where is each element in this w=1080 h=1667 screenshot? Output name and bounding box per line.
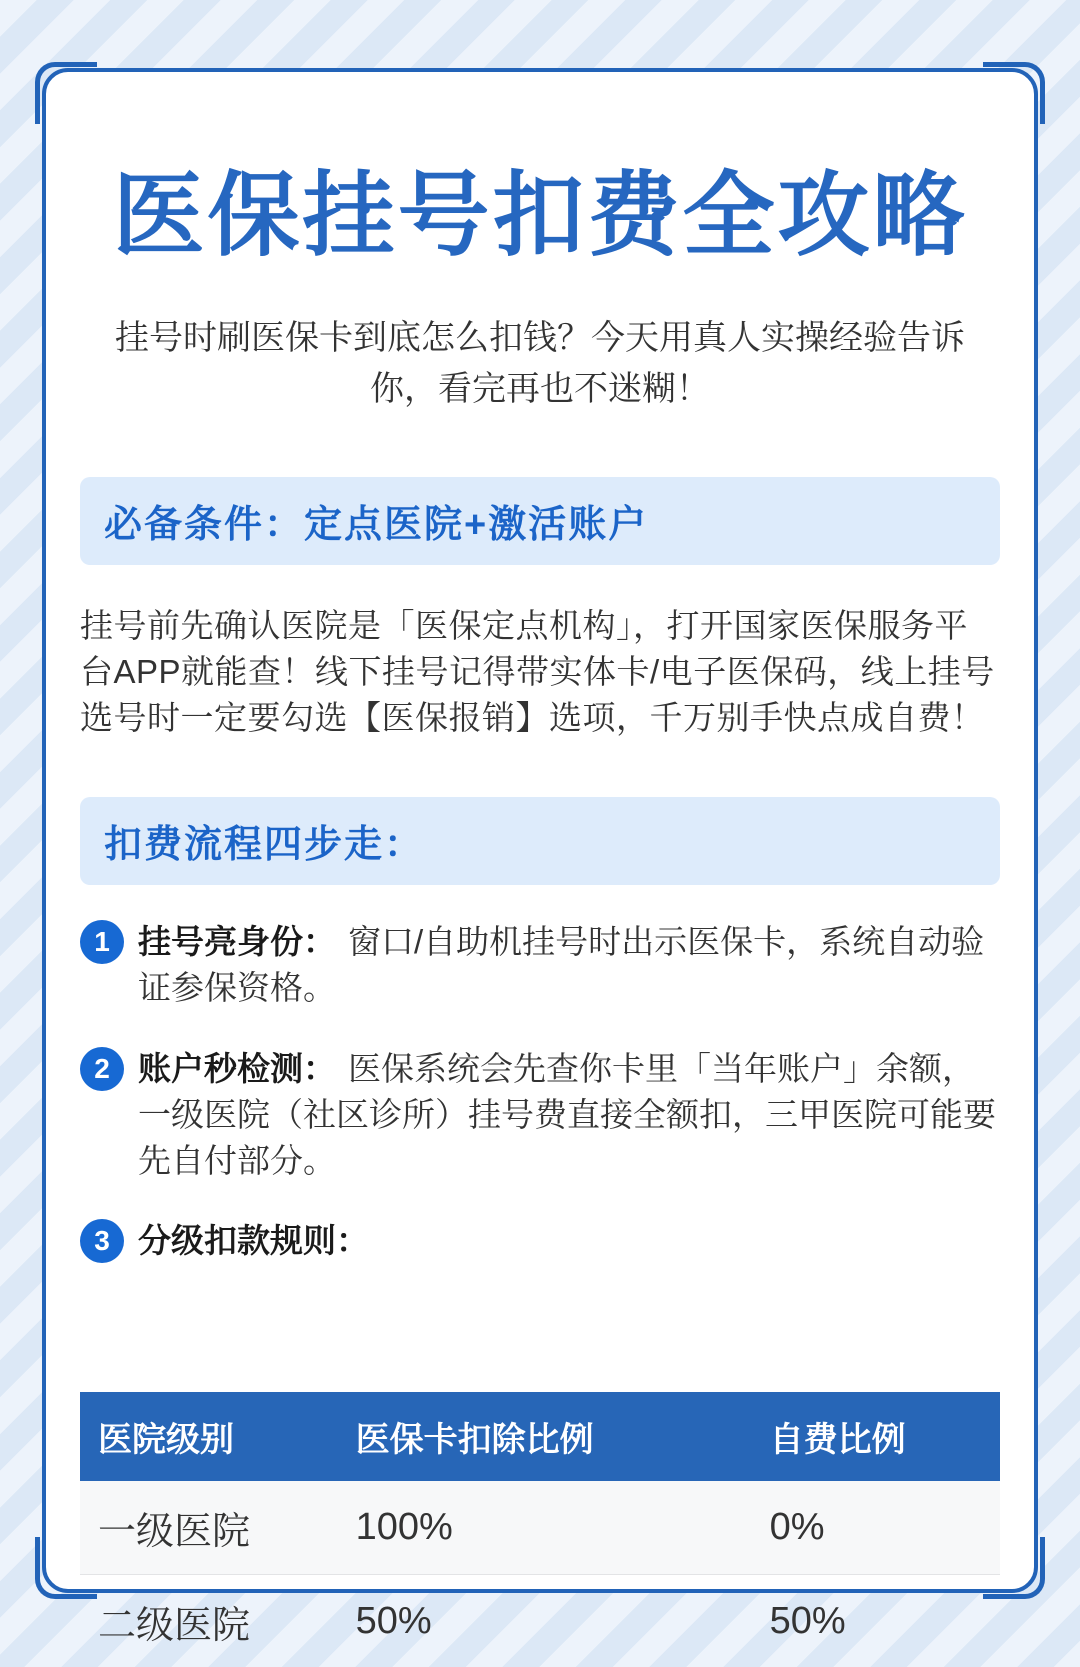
step-3-text: [138, 1218, 381, 1264]
table-header-row: [80, 1392, 1000, 1481]
table-row: [80, 1575, 1000, 1667]
table-cell-card-ratio: 50%: [338, 1575, 752, 1667]
corner-bracket-bottom-right-icon: [983, 1537, 1045, 1599]
process-steps: [80, 919, 1000, 1264]
table-row: [80, 1481, 1000, 1575]
step-2-description: 医保系统会先查你卡里「当年账户」余额，一级医院（社区诊所）挂号费直接全额扣，三甲医院可能要先自付部分。: [138, 1049, 996, 1179]
table-cell-self-ratio: 50%: [752, 1575, 1000, 1667]
deduction-rate-table: [80, 1392, 1000, 1667]
corner-bracket-top-right-icon: [983, 62, 1045, 124]
step-3-number-badge: 3: [80, 1219, 124, 1263]
table-header-self-pay-ratio: 自费比例: [752, 1392, 1000, 1481]
corner-bracket-top-left-icon: [35, 62, 97, 124]
content-card: [42, 68, 1038, 1648]
table-header-hospital-level: 医院级别: [80, 1392, 338, 1481]
section-heading-process: 扣费流程四步走：: [80, 797, 1000, 885]
step-2: [80, 1046, 1000, 1185]
step-2-text: [138, 1046, 1000, 1185]
step-1-text: [138, 919, 1000, 1011]
table-cell-level: 一级医院: [80, 1481, 338, 1575]
table-cell-self-ratio: 0%: [752, 1481, 1000, 1575]
section-heading-requirements: 必备条件：定点医院+激活账户: [80, 477, 1000, 565]
table-cell-level: 二级医院: [80, 1575, 338, 1667]
page-title: 医保挂号扣费全攻略: [112, 165, 968, 267]
step-1-label: 挂号亮身份：: [138, 923, 336, 961]
step-1-number-badge: 1: [80, 920, 124, 964]
table-header-card-deduction-ratio: 医保卡扣除比例: [338, 1392, 752, 1481]
step-3-label: 分级扣款规则：: [138, 1222, 369, 1260]
table-cell-card-ratio: 100%: [338, 1481, 752, 1575]
step-2-label: 账户秒检测：: [138, 1049, 336, 1087]
page-subtitle: 挂号时刷医保卡到底怎么扣钱？今天用真人实操经验告诉你，看完再也不迷糊！: [115, 318, 965, 408]
corner-bracket-bottom-left-icon: [35, 1537, 97, 1599]
step-3: [80, 1218, 1000, 1264]
step-1-description: 窗口/自助机挂号时出示医保卡，系统自动验证参保资格。: [138, 923, 985, 1007]
step-1: [80, 919, 1000, 1011]
step-2-number-badge: 2: [80, 1047, 124, 1091]
requirements-paragraph: 挂号前先确认医院是「医保定点机构」，打开国家医保服务平台APP就能查！线下挂号记得带实体卡/电子医保码，线上挂号选号时一定要勾选【医保报销】选项，千万别手快点成自费！: [80, 606, 995, 736]
